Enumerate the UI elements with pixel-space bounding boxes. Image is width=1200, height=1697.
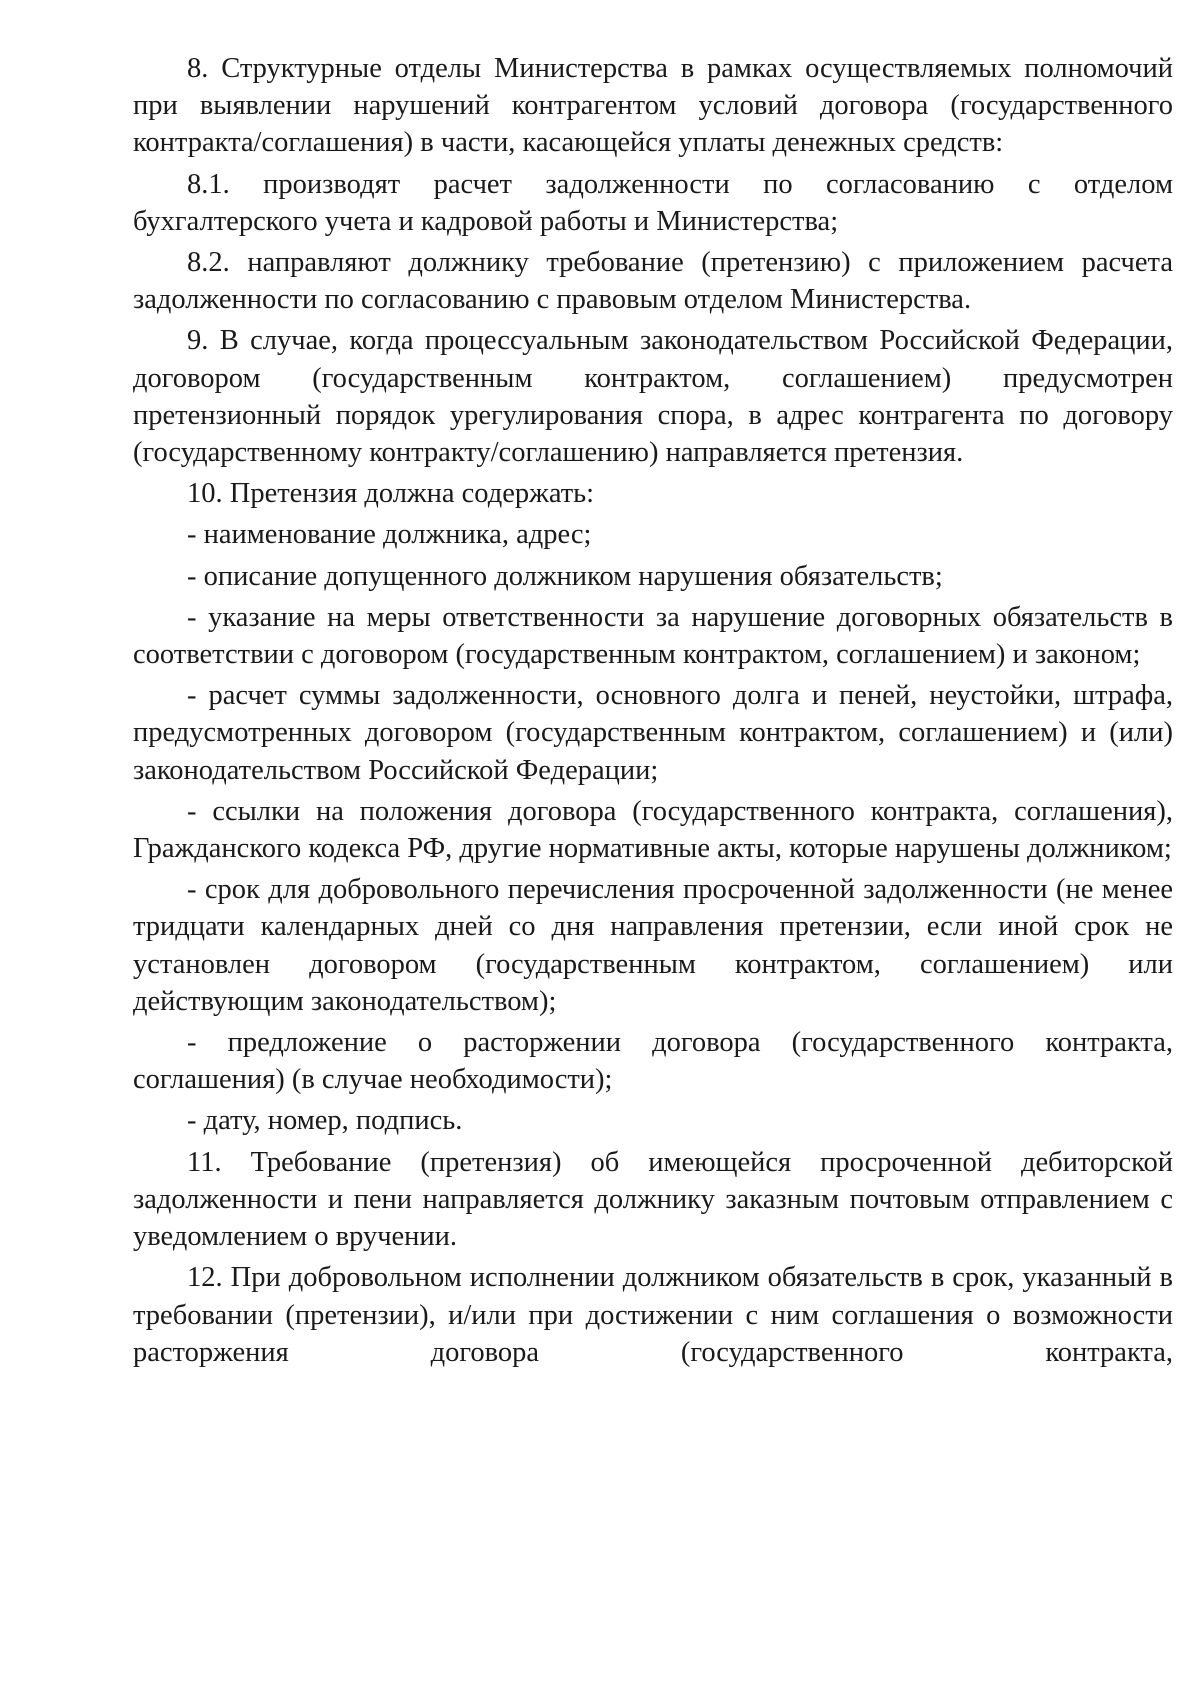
paragraph-10: 10. Претензия должна содержать: [187,478,595,510]
list-item-termination-proposal: - предложение о расторжении договора (государственного контракта, соглашения) (в случае необходимости); [133,1027,1173,1096]
paragraph-11: 11. Требование (претензия) об имеющейся просроченной дебиторской задолженности и пени направляется должнику заказным почтовым отправлением с уведомлением о вручении. [133,1146,1173,1253]
paragraph-8-2: 8.2. направляют должнику требование (претензию) с приложением расчета задолженности по согласованию с правовым отделом Министерства. [133,247,1173,316]
list-item-violation-description: - описание допущенного должником нарушения обязательств; [187,560,943,592]
list-item-debt-calculation: - расчет суммы задолженности, основного долга и пеней, неустойки, штрафа, предусмотренных договором (государственным контрактом, соглашением) и (или) законодательством Российской Федерации; [133,680,1173,786]
list-item-date-number-signature: - дату, номер, подпись. [187,1105,463,1137]
paragraph-12: 12. При добровольном исполнении должником обязательств в срок, указанный в требовании (претензии), и/или при достижении с ним соглашения о возможности расторжения договора (государственного контракта, [133,1262,1173,1368]
paragraph-9: 9. В случае, когда процессуальным законодательством Российской Федерации, договором (государственным контрактом, соглашением) предусмотрен претензионный порядок урегулирования спора, в адрес контрагента по договору (государственному контракту/соглашению) направляется претензия. [133,325,1173,469]
list-item-payment-deadline: - срок для добровольного перечисления просроченной задолженности (не менее тридцати календарных дней со дня направления претензии, если иной срок не установлен договором (государственным контрактом, соглашением) или действующим законодательством); [133,874,1173,1017]
paragraph-8: 8. Структурные отделы Министерства в рамках осуществляемых полномочий при выявлении нарушений контрагентом условий договора (государственного контракта/соглашения) в части, касающейся уплаты денежных средств: [133,53,1173,159]
paragraph-8-1: 8.1. производят расчет задолженности по согласованию с отделом бухгалтерского учета и кадровой работы и Министерства; [133,168,1173,237]
list-item-liability-measures: - указание на меры ответственности за нарушение договорных обязательств в соответствии с договором (государственным контрактом, соглашением) и законом; [133,601,1173,671]
list-item-debtor-name: - наименование должника, адрес; [187,519,592,551]
list-item-legal-references: - ссылки на положения договора (государственного контракта, соглашения), Гражданского кодекса РФ, другие нормативные акты, которые нарушены должником; [133,795,1173,865]
document-body [133,50,1173,1375]
